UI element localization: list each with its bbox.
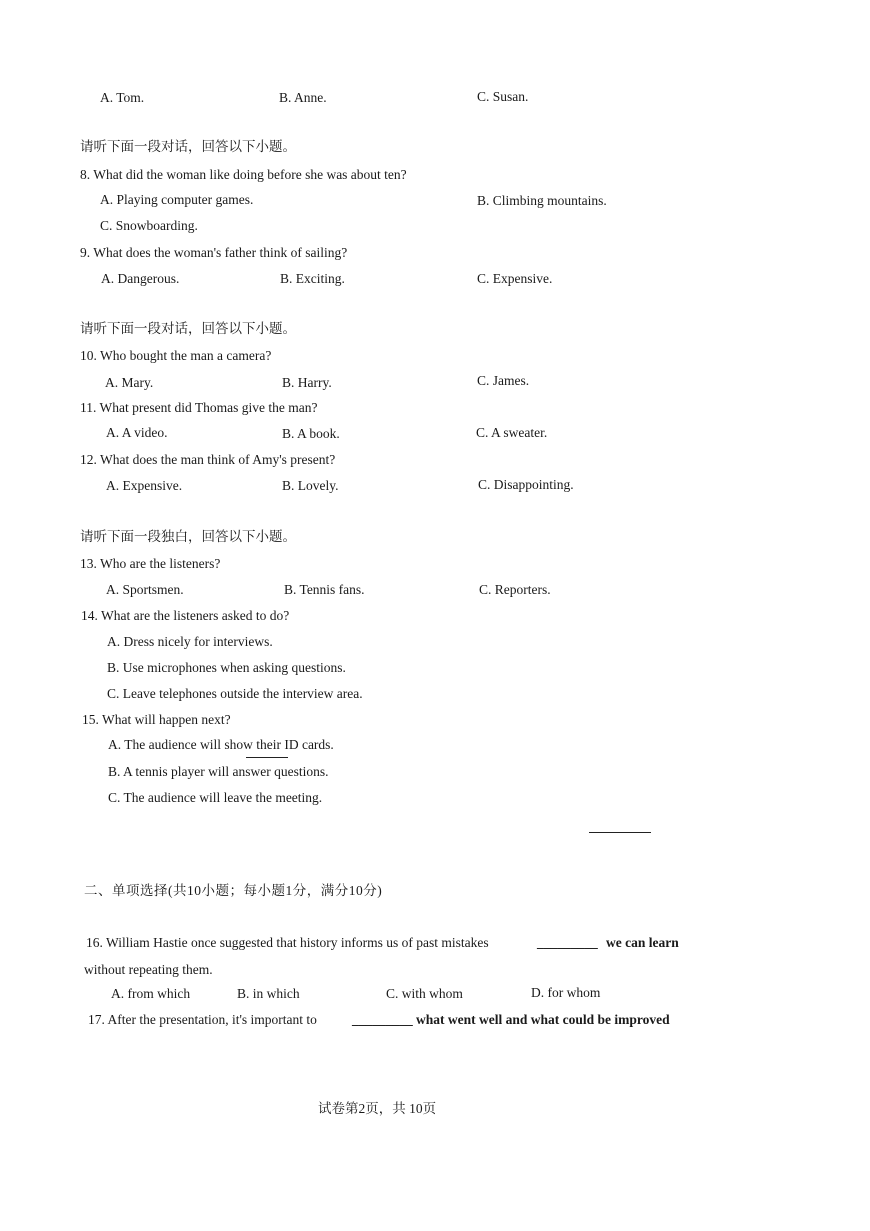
q11-stem: 11. What present did Thomas give the man? — [80, 400, 318, 415]
q10-option-b: B. Harry. — [282, 375, 332, 390]
underline-mark — [246, 757, 288, 758]
q13-option-a: A. Sportsmen. — [106, 582, 184, 597]
q10-stem: 10. Who bought the man a camera? — [80, 348, 272, 363]
q11-option-c: C. A sweater. — [476, 425, 548, 440]
q17-stem-bold: what went well and what could be improved — [416, 1012, 670, 1027]
q14-option-a: A. Dress nicely for interviews. — [107, 634, 273, 649]
q17-stem-start: 17. After the presentation, it's important to — [88, 1012, 317, 1027]
q16-blank: _________ — [537, 935, 598, 950]
q17-blank: _________ — [352, 1012, 413, 1027]
q9-option-c: C. Expensive. — [477, 271, 553, 286]
q12-option-a: A. Expensive. — [106, 478, 183, 493]
q9-option-b: B. Exciting. — [280, 271, 345, 286]
q15-option-a: A. The audience will show their ID cards. — [108, 737, 334, 752]
q8-option-a: A. Playing computer games. — [100, 192, 254, 207]
q16-option-b: B. in which — [237, 986, 300, 1001]
q14-stem: 14. What are the listeners asked to do? — [81, 608, 290, 623]
q13-option-b: B. Tennis fans. — [284, 582, 365, 597]
q7-option-b: B. Anne. — [279, 90, 327, 105]
q9-option-a: A. Dangerous. — [101, 271, 180, 286]
q14-option-b: B. Use microphones when asking questions. — [107, 660, 346, 675]
q15-option-c: C. The audience will leave the meeting. — [108, 790, 323, 805]
q9-stem: 9. What does the woman's father think of sailing? — [80, 245, 348, 260]
q10-option-a: A. Mary. — [105, 375, 154, 390]
page-footer: 试卷第2页，共 10页 — [318, 1101, 437, 1116]
q11-option-a: A. A video. — [106, 425, 168, 440]
q11-option-b: B. A book. — [282, 426, 340, 441]
q14-option-c: C. Leave telephones outside the interview area. — [107, 686, 363, 701]
q16-option-a: A. from which — [111, 986, 191, 1001]
answer-line — [589, 832, 651, 833]
q16-option-c: C. with whom — [386, 986, 463, 1001]
q13-stem: 13. Who are the listeners? — [80, 556, 221, 571]
q16-stem-cont: without repeating them. — [84, 962, 213, 977]
q12-option-b: B. Lovely. — [282, 478, 339, 493]
q16-stem-start: 16. William Hastie once suggested that history informs us of past mistakes — [86, 935, 489, 950]
q15-stem: 15. What will happen next? — [82, 712, 231, 727]
q8-option-c: C. Snowboarding. — [100, 218, 198, 233]
q8-stem: 8. What did the woman like doing before she was about ten? — [80, 167, 407, 182]
q12-stem: 12. What does the man think of Amy's present? — [80, 452, 336, 467]
instruction-dialog-2: 请听下面一段对话，回答以下小题。 — [80, 321, 296, 336]
q12-option-c: C. Disappointing. — [478, 477, 574, 492]
instruction-monologue: 请听下面一段独白，回答以下小题。 — [80, 529, 296, 544]
q10-option-c: C. James. — [477, 373, 530, 388]
q16-stem-bold: we can learn — [606, 935, 679, 950]
q7-option-c: C. Susan. — [477, 89, 529, 104]
q16-option-d: D. for whom — [531, 985, 601, 1000]
q15-option-b: B. A tennis player will answer questions. — [108, 764, 329, 779]
q13-option-c: C. Reporters. — [479, 582, 551, 597]
q8-option-b: B. Climbing mountains. — [477, 193, 607, 208]
q7-option-a: A. Tom. — [100, 90, 145, 105]
instruction-dialog-1: 请听下面一段对话，回答以下小题。 — [80, 139, 296, 154]
section-2-heading: 二、单项选择(共10小题；每小题1分，满分10分) — [84, 883, 383, 898]
